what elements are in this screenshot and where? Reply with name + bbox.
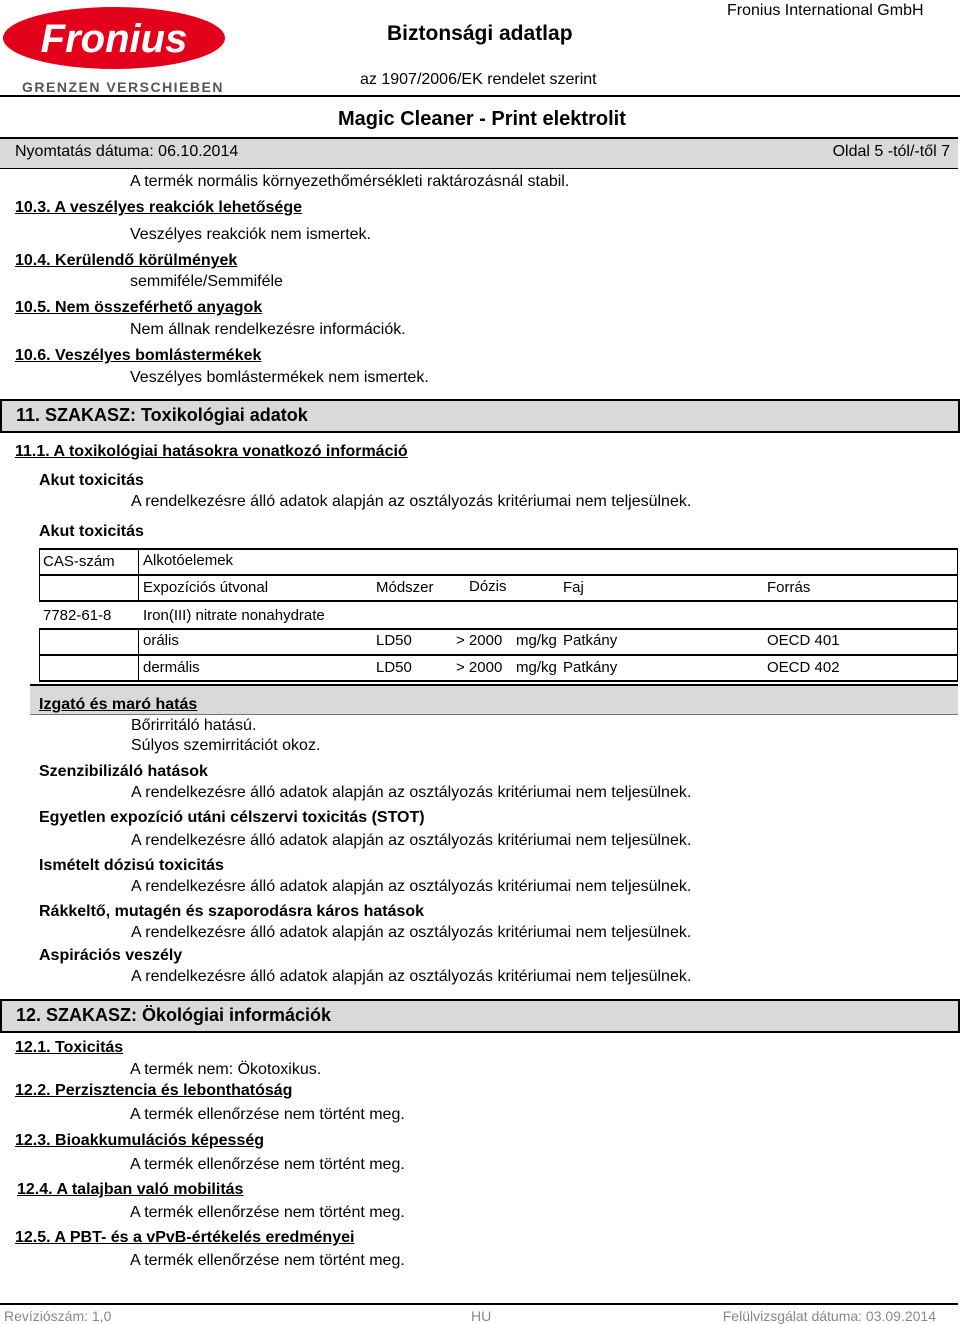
irritation-text-1: Bőrirritáló hatású. [131,717,257,734]
cmr-text: A rendelkezésre álló adatok alapján az osztályozás kritériumai nem teljesülnek. [131,924,692,941]
product-name: Magic Cleaner - Print elektrolit [338,108,626,130]
irritation-text-2: Súlyos szemirritációt okoz. [131,737,321,754]
species-cell: Patkány [563,632,618,649]
heading-10-4: 10.4. Kerülendő körülmények [15,252,238,269]
company-name: Fronius International GmbH [727,2,924,19]
cas-number: 7782-61-8 [43,607,112,624]
fronius-logo [2,4,228,96]
header-dose: Dózis [469,578,507,595]
print-date: Nyomtatás dátuma: 06.10.2014 [15,143,239,160]
dose-cell: > 2000 [456,659,503,676]
method-cell: LD50 [376,659,412,676]
method-cell: LD50 [376,632,412,649]
heading-10-5: 10.5. Nem összeférhető anyagok [15,299,263,316]
text-12-5: A termék ellenőrzése nem történt meg. [130,1252,405,1269]
sensitization-label: Szenzibilizáló hatások [39,763,208,780]
table-row [39,656,957,682]
heading-10-3: 10.3. A veszélyes reakciók lehetősége [15,199,302,216]
section-11-title: 11. SZAKASZ: Toxikológiai adatok [16,405,308,425]
header-route: Expozíciós útvonal [143,579,269,596]
regulation-text: az 1907/2006/EK rendelet szerint [360,71,597,88]
stot-label: Egyetlen expozíció utáni célszervi toxicitás (STOT) [39,809,425,826]
heading-12-5: 12.5. A PBT- és a vPvB-értékelés eredményei [15,1229,355,1246]
text-10-3: Veszélyes reakciók nem ismertek. [130,226,371,243]
acute-toxicity-label: Akut toxicitás [39,472,144,489]
section-12-bar [0,999,960,1033]
heading-12-4: 12.4. A talajban való mobilitás [17,1181,244,1198]
logo-slogan: GRENZEN VERSCHIEBEN [22,79,224,95]
text-12-2: A termék ellenőrzése nem történt meg. [130,1106,405,1123]
text-12-3: A termék ellenőrzése nem történt meg. [130,1156,405,1173]
text-10-4: semmiféle/Semmiféle [130,273,283,290]
header-species: Faj [563,579,584,596]
unit-cell: mg/kg [516,632,557,649]
table-row-component [39,602,957,630]
page-info: Oldal 5 -tól/-től 7 [832,143,950,160]
header-method: Módszer [376,579,434,596]
aspiration-label: Aspirációs veszély [39,947,183,964]
text-12-1: A termék nem: Ökotoxikus. [130,1061,322,1078]
text-10-5: Nem állnak rendelkezésre információk. [130,321,406,338]
heading-12-1: 12.1. Toxicitás [15,1039,124,1056]
sensitization-text: A rendelkezésre álló adatok alapján az osztályozás kritériumai nem teljesülnek. [131,784,692,801]
document-title: Biztonsági adatlap [387,22,573,45]
route-cell: dermális [143,659,200,676]
header-component: Alkotóelemek [143,552,234,569]
table-row [39,630,957,656]
unit-cell: mg/kg [516,659,557,676]
table-header-row-1 [39,548,957,576]
source-cell: OECD 402 [767,659,840,676]
repeated-dose-label: Ismételt dózisú toxicitás [39,857,224,874]
heading-11-1: 11.1. A toxikológiai hatásokra vonatkozó információ [15,443,408,460]
repeated-dose-text: A rendelkezésre álló adatok alapján az osztályozás kritériumai nem teljesülnek. [131,878,692,895]
text-10-6: Veszélyes bomlástermékek nem ismertek. [130,369,429,386]
acute-toxicity-label-2: Akut toxicitás [39,523,144,540]
review-date: Felülvizsgálat dátuma: 03.09.2014 [722,1308,936,1324]
stot-text: A rendelkezésre álló adatok alapján az osztályozás kritériumai nem teljesülnek. [131,832,692,849]
cmr-label: Rákkeltő, mutagén és szaporodásra káros hatások [39,903,425,920]
acute-toxicity-table [39,548,959,682]
route-cell: orális [143,632,179,649]
acute-toxicity-text: A rendelkezésre álló adatok alapján az osztályozás kritériumai nem teljesülnek. [131,493,692,510]
section-11-bar [0,399,960,433]
heading-12-2: 12.2. Perzisztencia és lebonthatóság [15,1082,293,1099]
header-divider [0,95,960,97]
source-cell: OECD 401 [767,632,840,649]
fronius-logo-icon [2,4,228,96]
header-source: Forrás [767,579,811,596]
heading-12-3: 12.3. Bioakkumulációs képesség [15,1132,265,1149]
section-12-title: 12. SZAKASZ: Ökológiai információk [16,1005,332,1025]
table-header-row-2 [39,576,957,602]
header-cas: CAS-szám [43,553,115,570]
print-info-bar [0,137,958,169]
text-12-4: A termék ellenőrzése nem történt meg. [130,1204,405,1221]
dose-cell: > 2000 [456,632,503,649]
revision-number: Revíziószám: 1,0 [4,1308,112,1324]
heading-10-6: 10.6. Veszélyes bomlástermékek [15,347,262,364]
stability-text: A termék normális környezethőmérsékleti raktározásnál stabil. [130,173,570,190]
component-name: Iron(III) nitrate nonahydrate [143,607,325,624]
logo-brand-text: Fronius [40,17,188,61]
irritation-label: Izgató és maró hatás [39,696,198,713]
species-cell: Patkány [563,659,618,676]
language-code: HU [471,1308,492,1324]
aspiration-text: A rendelkezésre álló adatok alapján az osztályozás kritériumai nem teljesülnek. [131,968,692,985]
